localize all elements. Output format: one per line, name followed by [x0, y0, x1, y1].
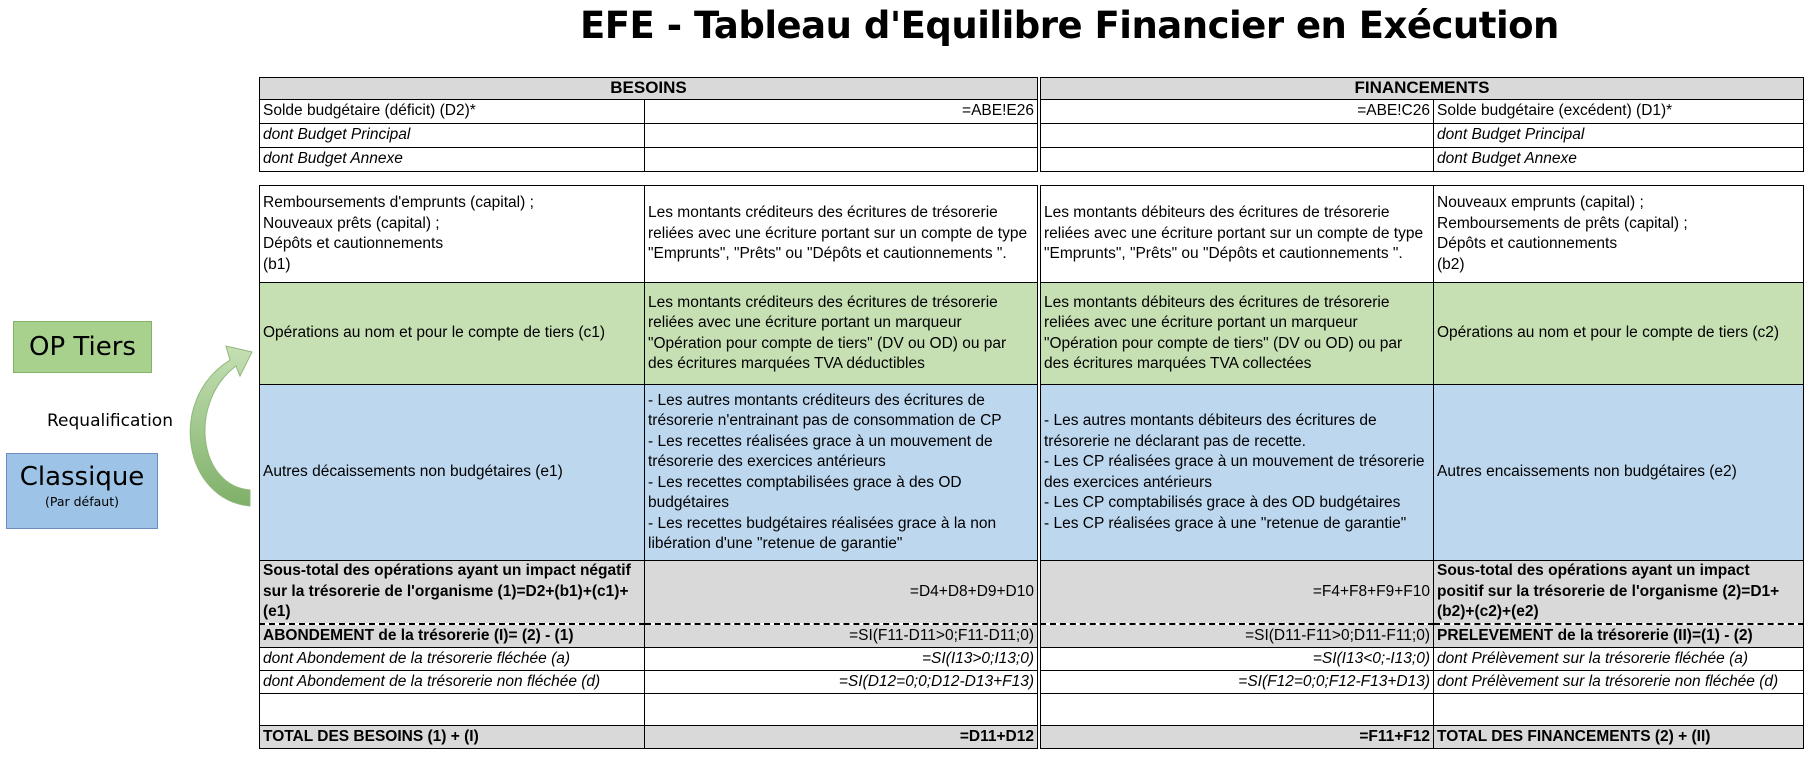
- besoins-label: Opérations au nom et pour le compte de tiers (c1): [260, 283, 645, 385]
- empty-cell: [645, 694, 1038, 726]
- besoins-value[interactable]: =ABE!E26: [645, 100, 1038, 124]
- table-row: [260, 385, 1038, 561]
- financements-value[interactable]: [1041, 148, 1434, 172]
- besoins-total-label: TOTAL DES BESOINS (1) + (I): [260, 726, 645, 749]
- requalification-label: Requalification: [47, 411, 173, 431]
- financements-label: dont Budget Annexe: [1434, 148, 1804, 172]
- table-row: [1041, 561, 1804, 624]
- besoins-value[interactable]: =D4+D8+D9+D10: [645, 561, 1038, 624]
- besoins-total-value[interactable]: =D11+D12: [645, 726, 1038, 749]
- financements-label: Autres encaissements non budgétaires (e2): [1434, 385, 1804, 561]
- besoins-value[interactable]: [645, 124, 1038, 148]
- besoins-description: Les montants créditeurs des écritures de trésorerie reliées avec une écriture portant sur un compte de type "Emprunts", "Prêts" ou "Dépôts et cautionnements ".: [645, 186, 1038, 283]
- table-row: [1041, 186, 1804, 283]
- besoins-header-row: [260, 78, 1038, 100]
- financements-value[interactable]: [1041, 124, 1434, 148]
- besoins-description: - Les autres montants créditeurs des écritures de trésorerie n'entrainant pas de consommation de CP - Les recettes réalisées grace à un mouvement de trésorerie des exercices antérieurs - Les recettes comptabilisées grace à des OD budgétaires - Les recettes budgétaires réalisées grace à la non libération d'une "retenue de garantie": [645, 385, 1038, 561]
- financements-value[interactable]: =SI(I13<0;-I13;0): [1041, 648, 1434, 671]
- table-row: [260, 648, 1038, 671]
- financements-label: PRELEVEMENT de la trésorerie (II)=(1) - (2): [1434, 624, 1804, 648]
- table-row: [260, 283, 1038, 385]
- spacer-row: [260, 172, 1038, 186]
- spacer-row: [1041, 172, 1804, 186]
- table-row: [1041, 671, 1804, 694]
- besoins-label: dont Abondement de la trésorerie fléchée (a): [260, 648, 645, 671]
- financements-value[interactable]: =F4+F8+F9+F10: [1041, 561, 1434, 624]
- financements-description: Les montants débiteurs des écritures de trésorerie reliées avec une écriture portant un marqueur "Opération pour compte de tiers" (DV ou OD) ou par des écritures marquées TVA collectées: [1041, 283, 1434, 385]
- financements-label: Sous-total des opérations ayant un impact positif sur la trésorerie de l'organisme (2)=D1+(b2)+(c2)+(e2): [1434, 561, 1804, 624]
- table-row: [1041, 726, 1804, 749]
- financements-label: Opérations au nom et pour le compte de tiers (c2): [1434, 283, 1804, 385]
- table-row: [1041, 148, 1804, 172]
- besoins-label: dont Budget Principal: [260, 124, 645, 148]
- op-tiers-box: OP Tiers: [13, 321, 152, 373]
- classique-sublabel: (Par défaut): [44, 494, 119, 509]
- financements-label: dont Budget Principal: [1434, 124, 1804, 148]
- table-row: [260, 624, 1038, 648]
- table-row: [260, 100, 1038, 124]
- besoins-label: ABONDEMENT de la trésorerie (I)= (2) - (1): [260, 624, 645, 648]
- table-row: [260, 671, 1038, 694]
- table-row: [260, 726, 1038, 749]
- financements-label: dont Prélèvement sur la trésorerie non fléchée (d): [1434, 671, 1804, 694]
- financements-total-label: TOTAL DES FINANCEMENTS (2) + (II): [1434, 726, 1804, 749]
- besoins-header: BESOINS: [260, 78, 1038, 100]
- table-row: [1041, 283, 1804, 385]
- besoins-description: Les montants créditeurs des écritures de trésorerie reliées avec une écriture portant un marqueur "Opération pour compte de tiers" (DV ou OD) ou par des écritures marquées TVA déductibles: [645, 283, 1038, 385]
- financements-table: [1040, 77, 1804, 749]
- besoins-value[interactable]: =SI(F11-D11>0;F11-D11;0): [645, 624, 1038, 648]
- financements-header: FINANCEMENTS: [1041, 78, 1804, 100]
- besoins-value[interactable]: [645, 148, 1038, 172]
- classique-label: Classique: [19, 462, 145, 492]
- table-row: [260, 124, 1038, 148]
- besoins-value[interactable]: =SI(I13>0;I13;0): [645, 648, 1038, 671]
- financements-value[interactable]: =SI(F12=0;0;F12-F13+D13): [1041, 671, 1434, 694]
- financements-label: Nouveaux emprunts (capital) ; Remboursements de prêts (capital) ; Dépôts et cautionnements (b2): [1434, 186, 1804, 283]
- table-row: [1041, 624, 1804, 648]
- besoins-label: Solde budgétaire (déficit) (D2)*: [260, 100, 645, 124]
- besoins-label: dont Budget Annexe: [260, 148, 645, 172]
- table-row: [1041, 385, 1804, 561]
- page-title: EFE - Tableau d'Equilibre Financier en Exécution: [580, 4, 1559, 47]
- table-row: [260, 561, 1038, 624]
- besoins-table: [259, 77, 1038, 749]
- table-row-empty: [260, 694, 1038, 726]
- table-row: [260, 186, 1038, 283]
- financements-label: dont Prélèvement sur la trésorerie fléchée (a): [1434, 648, 1804, 671]
- table-row: [1041, 648, 1804, 671]
- empty-cell: [1041, 694, 1434, 726]
- financements-label: Solde budgétaire (excédent) (D1)*: [1434, 100, 1804, 124]
- classique-box: [6, 453, 158, 529]
- besoins-label: Autres décaissements non budgétaires (e1): [260, 385, 645, 561]
- table-row: [260, 148, 1038, 172]
- table-row: [1041, 100, 1804, 124]
- requalification-arrow-icon: [170, 330, 262, 508]
- table-row-empty: [1041, 694, 1804, 726]
- financements-value[interactable]: =SI(D11-F11>0;D11-F11;0): [1041, 624, 1434, 648]
- empty-cell: [1434, 694, 1804, 726]
- besoins-label: dont Abondement de la trésorerie non fléchée (d): [260, 671, 645, 694]
- financements-header-row: [1041, 78, 1804, 100]
- financements-value[interactable]: =ABE!C26: [1041, 100, 1434, 124]
- financements-total-value[interactable]: =F11+F12: [1041, 726, 1434, 749]
- empty-cell: [260, 694, 645, 726]
- financements-description: - Les autres montants débiteurs des écritures de trésorerie ne déclarant pas de recette. - Les CP réalisées grace à un mouvement de trésorerie des exercices antérieurs - Les CP comptabilisés grace à des OD budgétaires - Les CP réalisées grace à une "retenue de garantie": [1041, 385, 1434, 561]
- besoins-value[interactable]: =SI(D12=0;0;D12-D13+F13): [645, 671, 1038, 694]
- financements-description: Les montants débiteurs des écritures de trésorerie reliées avec une écriture portant sur un compte de type "Emprunts", "Prêts" ou "Dépôts et cautionnements ".: [1041, 186, 1434, 283]
- besoins-label: Remboursements d'emprunts (capital) ; Nouveaux prêts (capital) ; Dépôts et cautionnements (b1): [260, 186, 645, 283]
- table-row: [1041, 124, 1804, 148]
- besoins-label: Sous-total des opérations ayant un impact négatif sur la trésorerie de l'organisme (1)=D2+(b1)+(c1)+(e1): [260, 561, 645, 624]
